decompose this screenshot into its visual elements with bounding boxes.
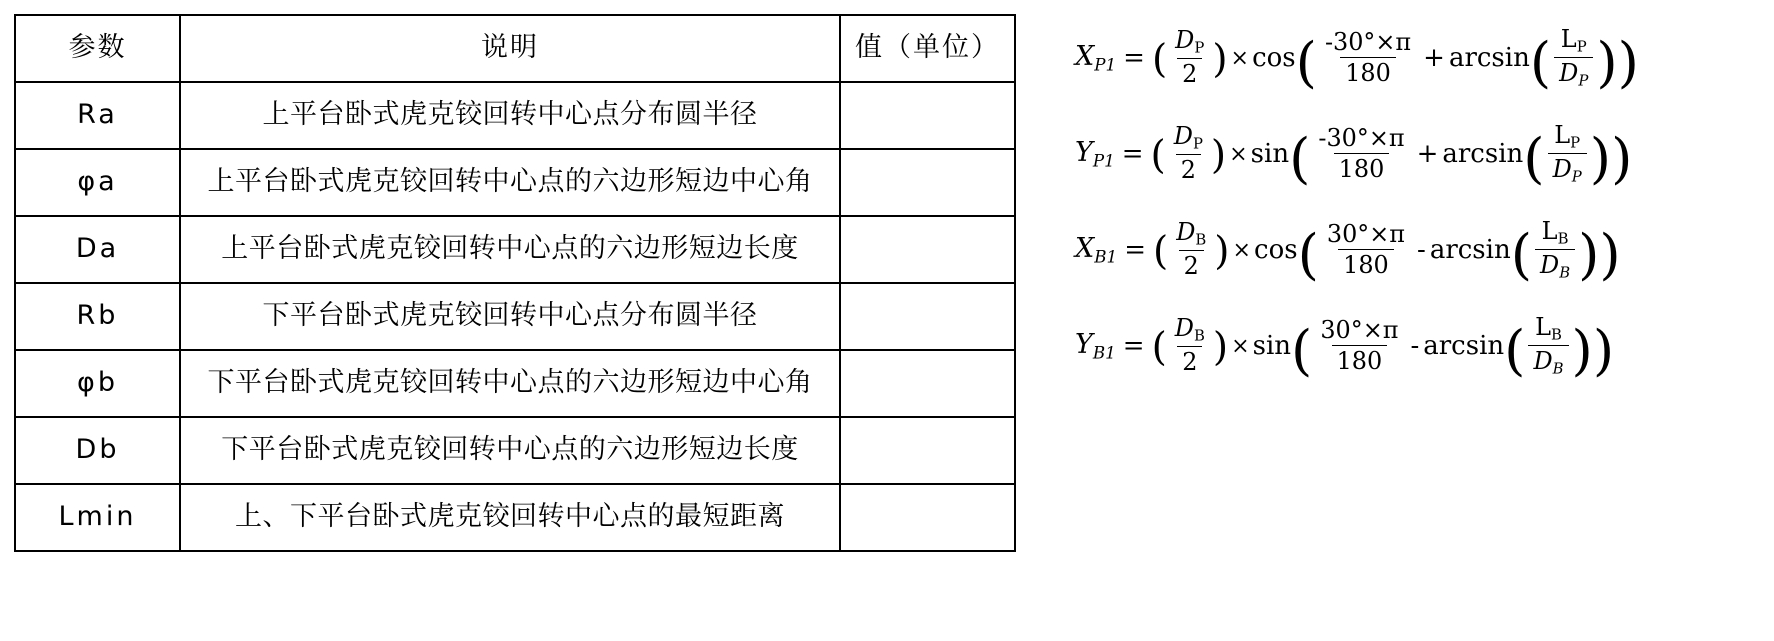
table-row bbox=[15, 82, 1015, 149]
formula-lhs: $Y_{P1}$ bbox=[1075, 137, 1115, 171]
cell-parameter-description: 下平台卧式虎克铰回转中心点分布圆半径 bbox=[180, 283, 840, 350]
times-sign: × bbox=[1231, 333, 1250, 359]
table-row bbox=[15, 484, 1015, 551]
angle-fraction bbox=[1322, 220, 1410, 279]
cell-parameter-description: 下平台卧式虎克铰回转中心点的六边形短边长度 bbox=[180, 417, 840, 484]
angle-sign: + bbox=[1423, 43, 1445, 73]
cell-parameter-name: φb bbox=[15, 350, 180, 417]
table-row bbox=[15, 417, 1015, 484]
table-row bbox=[15, 216, 1015, 283]
fraction-denominator: $D_P$ bbox=[1554, 57, 1593, 90]
radius-fraction bbox=[1170, 26, 1209, 88]
cell-parameter-name: Da bbox=[15, 216, 180, 283]
times-sign: × bbox=[1230, 45, 1250, 71]
arcsin-fraction bbox=[1548, 121, 1587, 185]
angle-sign: + bbox=[1416, 139, 1439, 169]
table-row bbox=[15, 283, 1015, 350]
fraction-denominator: $D_B$ bbox=[1535, 249, 1575, 282]
angle-fraction bbox=[1315, 316, 1403, 375]
trig-function: sin bbox=[1252, 331, 1292, 361]
table-header bbox=[15, 15, 1015, 82]
cell-parameter-value bbox=[840, 149, 1015, 216]
fraction-numerator: 30°×π bbox=[1320, 315, 1399, 344]
fraction-denominator: $D_P$ bbox=[1548, 153, 1587, 186]
cell-parameter-name: Db bbox=[15, 417, 180, 484]
cell-parameter-description: 上、下平台卧式虎克铰回转中心点的最短距离 bbox=[180, 484, 840, 551]
formula-lhs: $X_{B1}$ bbox=[1075, 233, 1118, 267]
fraction-denominator: 180 bbox=[1334, 153, 1390, 183]
radius-fraction bbox=[1170, 314, 1210, 376]
formula-lhs: $X_{P1}$ bbox=[1075, 41, 1117, 75]
radius-fraction bbox=[1169, 122, 1208, 184]
formula-x-b1: $X_{B1}$ = ( $\frac{DB}{2}$ ) × cos ( $\frac{30^\circ\times\pi}{180}$ - arcsin ( $\frac{LB}{D_B}$ ) ) bbox=[1075, 216, 1621, 286]
cell-parameter-value bbox=[840, 82, 1015, 149]
trig-function: cos bbox=[1252, 43, 1296, 73]
fraction-denominator: 2 bbox=[1179, 250, 1204, 280]
fraction-numerator: DP bbox=[1173, 122, 1203, 153]
arcsin-fraction bbox=[1554, 25, 1593, 89]
cell-parameter-description: 下平台卧式虎克铰回转中心点的六边形短边中心角 bbox=[180, 350, 840, 417]
table-header-row bbox=[15, 15, 1015, 82]
parameter-table-container bbox=[14, 14, 1014, 552]
times-sign: × bbox=[1229, 141, 1248, 167]
arcsin-fraction bbox=[1535, 217, 1575, 281]
table-row bbox=[15, 350, 1015, 417]
cell-parameter-name: Ra bbox=[15, 82, 180, 149]
arcsin-function: arcsin bbox=[1429, 235, 1511, 265]
cell-parameter-value bbox=[840, 216, 1015, 283]
cell-parameter-description: 上平台卧式虎克铰回转中心点的六边形短边中心角 bbox=[180, 149, 840, 216]
cell-parameter-description: 上平台卧式虎克铰回转中心点的六边形短边长度 bbox=[180, 216, 840, 283]
cell-parameter-description: 上平台卧式虎克铰回转中心点分布圆半径 bbox=[180, 82, 840, 149]
arcsin-fraction bbox=[1528, 313, 1568, 377]
fraction-numerator: LB bbox=[1541, 216, 1569, 248]
equals-sign: = bbox=[1122, 331, 1145, 361]
fraction-denominator: 180 bbox=[1340, 57, 1396, 87]
arcsin-function: arcsin bbox=[1423, 331, 1505, 361]
angle-sign: - bbox=[1417, 235, 1426, 265]
formula-x-p1: $X_{P1}$ = ( $\frac{DP}{2}$ ) × cos ( $\frac{-30^\circ\times\pi}{180}$ + arcsin ( $\frac{LP}{D_P}$ ) ) bbox=[1075, 24, 1639, 94]
equals-sign: = bbox=[1124, 235, 1146, 265]
trig-function: cos bbox=[1254, 235, 1298, 265]
table-body bbox=[15, 82, 1015, 551]
fraction-numerator: DB bbox=[1176, 218, 1207, 249]
parameter-table bbox=[14, 14, 1016, 552]
fraction-numerator: -30°×π bbox=[1318, 123, 1405, 152]
cell-parameter-name: Rb bbox=[15, 283, 180, 350]
fraction-denominator: 2 bbox=[1177, 346, 1202, 376]
cell-parameter-value bbox=[840, 417, 1015, 484]
fraction-numerator: DP bbox=[1175, 26, 1205, 57]
fraction-denominator: $D_B$ bbox=[1528, 345, 1568, 378]
formula-y-p1: $Y_{P1}$ = ( $\frac{DP}{2}$ ) × sin ( $\frac{-30^\circ\times\pi}{180}$ + arcsin ( $\frac{LP}{D_P}$ ) ) bbox=[1075, 120, 1633, 190]
times-sign: × bbox=[1232, 237, 1252, 263]
equals-sign: = bbox=[1123, 43, 1145, 73]
table-row bbox=[15, 149, 1015, 216]
fraction-numerator: LB bbox=[1535, 312, 1562, 344]
formula-lhs: $Y_{B1}$ bbox=[1075, 329, 1116, 363]
fraction-numerator: -30°×π bbox=[1324, 27, 1412, 56]
trig-function: sin bbox=[1250, 139, 1290, 169]
fraction-denominator: 180 bbox=[1332, 345, 1388, 375]
angle-sign: - bbox=[1410, 331, 1420, 361]
fraction-denominator: 2 bbox=[1177, 58, 1202, 88]
arcsin-function: arcsin bbox=[1448, 43, 1530, 73]
equals-sign: = bbox=[1121, 139, 1144, 169]
radius-fraction bbox=[1171, 218, 1211, 280]
angle-fraction bbox=[1320, 28, 1416, 87]
cell-parameter-value bbox=[840, 283, 1015, 350]
cell-parameter-name: φa bbox=[15, 149, 180, 216]
angle-fraction bbox=[1313, 124, 1409, 183]
fraction-numerator: LP bbox=[1554, 120, 1581, 152]
column-header-parameter: 参数 bbox=[15, 15, 180, 82]
formula-list bbox=[1075, 10, 1715, 394]
fraction-numerator: 30°×π bbox=[1326, 219, 1406, 248]
formula-y-b1: $Y_{B1}$ = ( $\frac{DB}{2}$ ) × sin ( $\frac{30^\circ\times\pi}{180}$ - arcsin ( $\frac{LB}{D_B}$ ) ) bbox=[1075, 312, 1615, 382]
fraction-denominator: 180 bbox=[1338, 249, 1394, 279]
fraction-numerator: DB bbox=[1174, 314, 1205, 345]
cell-parameter-value bbox=[840, 484, 1015, 551]
cell-parameter-name: Lmin bbox=[15, 484, 180, 551]
fraction-denominator: 2 bbox=[1176, 154, 1201, 184]
column-header-description: 说明 bbox=[180, 15, 840, 82]
cell-parameter-value bbox=[840, 350, 1015, 417]
column-header-value: 值（单位） bbox=[840, 15, 1015, 82]
fraction-numerator: LP bbox=[1560, 24, 1587, 56]
arcsin-function: arcsin bbox=[1442, 139, 1524, 169]
